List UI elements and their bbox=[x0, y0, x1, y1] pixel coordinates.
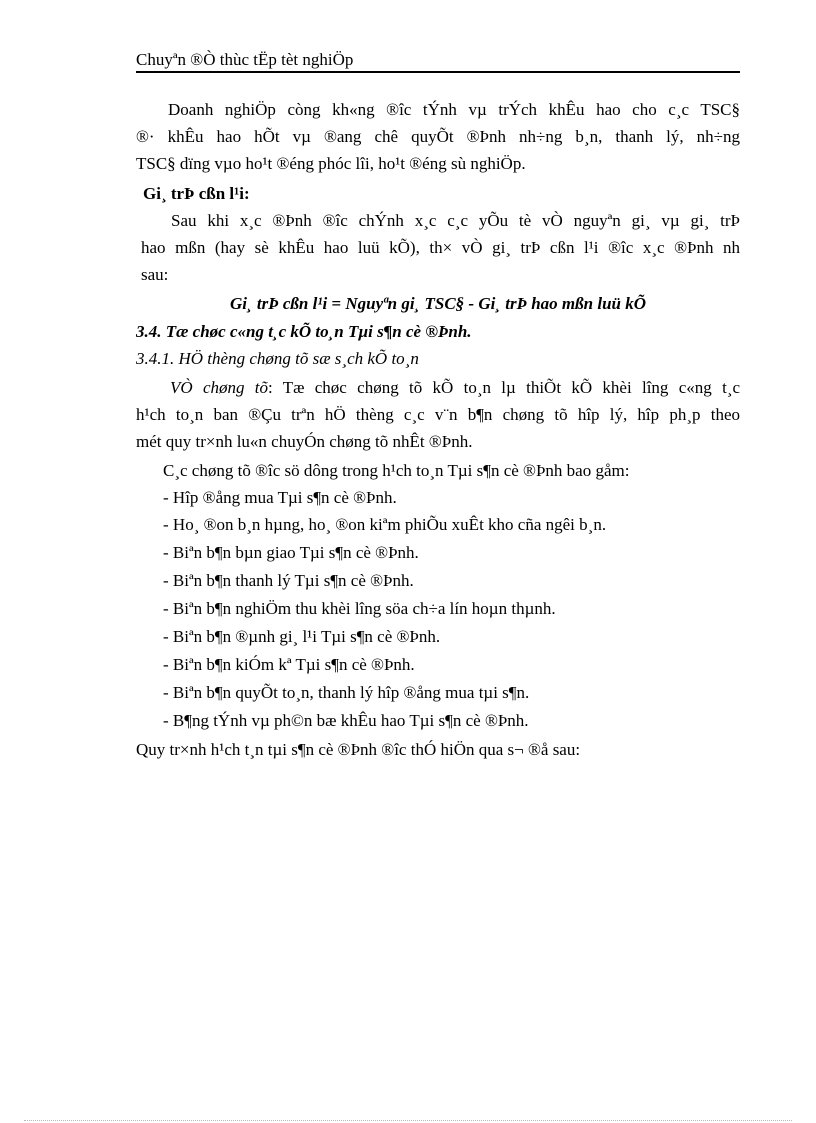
voucher-list-intro: C¸c chøng tõ ®îc sö dông trong h¹ch to¸n Tµi s¶n cè ®Þnh bao gåm: bbox=[163, 461, 630, 480]
section-subheading: 3.4.1. HÖ thèng chøng tõ sæ s¸ch kÕ to¸n bbox=[136, 349, 419, 368]
voucher-list-item: - Biªn b¶n bµn giao Tµi s¶n cè ®Þnh. bbox=[163, 543, 419, 562]
voucher-list-item: - Biªn b¶n nghiÖm thu khèi lîng söa ch÷a lín hoµn thµnh. bbox=[163, 599, 556, 618]
voucher-list-item: - Biªn b¶n ®µnh gi¸ l¹i Tµi s¶n cè ®Þnh. bbox=[163, 627, 441, 646]
intro-line-1: Doanh nghiÖp còng kh«ng ®îc tÝnh vµ trÝch khÊu hao cho c¸c TSC§ bbox=[168, 100, 740, 119]
intro-line-2: ®· khÊu hao hÕt vµ ®ang chê quyÕt ®Þnh nh÷ng b¸n, thanh lý, nh÷ng bbox=[136, 127, 740, 146]
page-bottom-dotted-rule bbox=[24, 1120, 792, 1121]
residual-line-3: sau: bbox=[141, 265, 169, 284]
voucher-list-item: - Ho¸ ®on b¸n hµng, ho¸ ®on kiªm phiÕu xuÊt kho cña ngêi b¸n. bbox=[163, 515, 607, 534]
voucher-term: VÒ chøng tõ bbox=[170, 378, 269, 397]
voucher-list-item: - Biªn b¶n kiÓm kª Tµi s¶n cè ®Þnh. bbox=[163, 655, 415, 674]
voucher-list-item: - Biªn b¶n thanh lý Tµi s¶n cè ®Þnh. bbox=[163, 571, 414, 590]
page-header-title: Chuyªn ®Ò thùc tËp tèt nghiÖp bbox=[136, 50, 354, 69]
header-rule bbox=[136, 71, 740, 73]
residual-line-2: hao mßn (hay sè khÊu hao luü kÕ), th× vÒ gi¸ trÞ cßn l¹i ®îc x¸c ®Þnh nh bbox=[141, 238, 740, 257]
voucher-list-item: - B¶ng tÝnh vµ ph©n bæ khÊu hao Tµi s¶n cè ®Þnh. bbox=[163, 711, 529, 730]
section-heading: 3.4. Tæ chøc c«ng t¸c kÕ to¸n Tµi s¶n cè ®Þnh. bbox=[136, 322, 472, 341]
residual-line-1: Sau khi x¸c ®Þnh ®îc chÝnh x¸c c¸c yÕu tè vÒ nguyªn gi¸ vµ gi¸ trÞ bbox=[171, 211, 740, 230]
closing-line: Quy tr×nh h¹ch t¸n tµi s¶n cè ®Þnh ®îc thÓ hiÖn qua s¬ ®å sau: bbox=[136, 740, 581, 759]
voucher-list-item: - Hîp ®ång mua Tµi s¶n cè ®Þnh. bbox=[163, 488, 397, 507]
residual-formula: Gi¸ trÞ cßn l¹i = Nguyªn gi¸ TSC§ - Gi¸ trÞ hao mßn luü kÕ bbox=[229, 294, 647, 313]
voucher-line-3: mét quy tr×nh lu«n chuyÓn chøng tõ nhÊt ®Þnh. bbox=[136, 432, 473, 451]
voucher-line-1 bbox=[170, 377, 740, 399]
intro-line-3: TSC§ dïng vµo ho¹t ®éng phóc lîi, ho¹t ®éng sù nghiÖp. bbox=[136, 154, 526, 173]
voucher-line-2: h¹ch to¸n ban ®Çu trªn hÖ thèng c¸c v¨n b¶n chøng tõ hîp lý, hîp ph¸p theo bbox=[136, 405, 740, 424]
residual-value-heading: Gi¸ trÞ cßn l¹i: bbox=[143, 184, 250, 203]
voucher-line-1-text: : Tæ chøc chøng tõ kÕ to¸n lµ thiÕt kÕ khèi lîng c«ng t¸c bbox=[268, 378, 740, 397]
voucher-list-item: - Biªn b¶n quyÕt to¸n, thanh lý hîp ®ång mua tµi s¶n. bbox=[163, 683, 530, 702]
